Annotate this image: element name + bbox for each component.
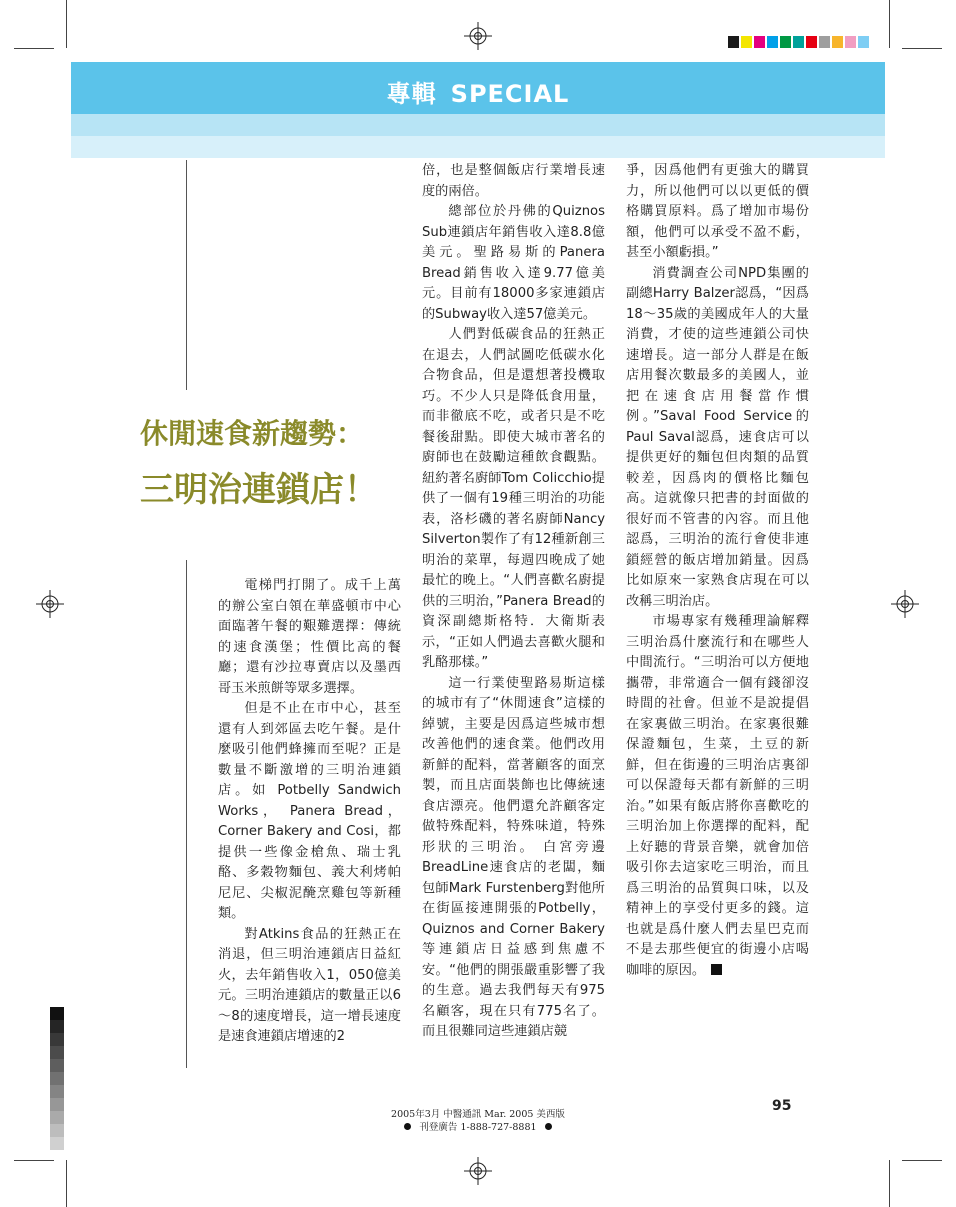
crop-mark — [66, 1160, 67, 1207]
gray-swatch — [50, 1085, 64, 1098]
page-number: 95 — [772, 1098, 792, 1114]
article-column-1 — [218, 576, 401, 1048]
color-swatch — [728, 36, 739, 48]
color-swatch — [819, 36, 830, 48]
footer-ad-text: 刊登廣告 1-888-727-8881 — [419, 1122, 537, 1133]
registration-mark-icon — [36, 590, 64, 618]
paragraph: 對Atkins食品的狂熱正在消退，但三明治連鎖店日益紅火，去年銷售收入1，050億美元。三明治連鎖店的數量正以6～8的速度增長，這一增長速度是速食連鎖店增速的2 — [218, 926, 401, 1044]
crop-mark — [66, 0, 67, 48]
headline-line-1: 休閒速食新趨勢： — [140, 417, 365, 450]
bullet-icon — [545, 1123, 552, 1130]
headline-line-2: 三明治連鎖店！ — [140, 470, 378, 510]
section-title-zh: 專輯 — [386, 80, 437, 108]
paragraph — [626, 612, 809, 981]
color-swatch — [767, 36, 778, 48]
crop-mark — [889, 0, 890, 48]
column-rule — [186, 160, 187, 390]
paragraph: 電梯門打開了。成千上萬的辦公室白領在華盛頓市中心面臨著午餐的艱難選擇：傳統的速食漢堡；性價比高的餐廳；還有沙拉專賣店以及墨西哥玉米煎餅等眾多選擇。 — [218, 578, 401, 696]
article-column-3 — [626, 161, 809, 981]
gray-swatch — [50, 1059, 64, 1072]
gray-swatch — [50, 1098, 64, 1111]
paragraph: 總部位於丹佛的Quiznos Sub連鎖店年銷售收入達8.8億美元。聖路易斯的Panera Bread銷售收入達9.77億美元。目前有18000多家連鎖店的Subway收入達57億美元。 — [422, 204, 605, 322]
registration-mark-icon — [891, 590, 919, 618]
color-swatch — [858, 36, 869, 48]
paragraph: 但是不止在市中心，甚至還有人到郊區去吃午餐。是什麼吸引他們蜂擁而至呢？正是數量不斷激增的三明治連鎖店。如 Potbelly Sandwich Works， Panera Bread， Corner Bakery and Cosi，都提供一些像金槍魚、瑞士乳酪、多穀物麵包、義大利烤帕尼尼、尖椒泥醃烹雞包等新種類。 — [218, 701, 401, 921]
section-title — [71, 74, 885, 109]
crop-mark — [14, 48, 54, 49]
crop-mark — [902, 1160, 942, 1161]
paragraph: 爭，因爲他們有更強大的購買力，所以他們可以以更低的價格購買原料。爲了增加市場份額，他們可以承受不盈不虧，甚至小額虧損。” — [626, 163, 809, 260]
gray-swatch — [50, 1072, 64, 1085]
color-swatch — [780, 36, 791, 48]
color-swatch — [845, 36, 856, 48]
section-title-en: SPECIAL — [450, 80, 570, 108]
gray-swatch — [50, 1137, 64, 1150]
color-swatch — [806, 36, 817, 48]
paragraph: 這一行業使聖路易斯這樣的城市有了“休閒速食”這樣的綽號，主要是因爲這些城市想改善他們的速食業。他們改用新鮮的配料，當著顧客的面烹製，而且店面裝飾也比傳統速食店漂亮。他們還允許顧客定做特殊配料，特殊味道，特殊形狀的三明治。 白宮旁邊BreadLine速食店的老闆，麵包師Mark Furstenberg對他所在街區接連開張的Potbelly， Quiznos and Corner Bakery等連鎖店日益感到焦慮不安。“他們的開張嚴重影響了我的生意。過去我們每天有975名顧客，現在只有775名了。而且很難同這些連鎖店競 — [422, 675, 605, 1039]
column-rule — [186, 560, 187, 1068]
color-bar — [728, 36, 871, 48]
gray-swatch — [50, 1033, 64, 1046]
article-column-2 — [422, 161, 605, 1043]
header-band-light — [71, 114, 885, 136]
header-band-lighter — [71, 136, 885, 158]
paragraph-text: 市場專家有幾種理論解釋三明治爲什麼流行和在哪些人中間流行。“三明治可以方便地攜帶，非常適合一個有錢卻沒時間的社會。但並不是說提倡在家裏做三明治。在家裏很難保證麵包，生菜，土豆的新鮮，但在街邊的三明治店裏卻可以保證每天都有新鮮的三明治。”如果有飯店將你喜歡吃的三明治加上你選擇的配料，配上好聽的背景音樂，就會加倍吸引你去這家吃三明治，而且爲三明治的品質與口味，以及精神上的享受付更多的錢。這也就是爲什麼人們去星巴克而不是去那些便宜的街邊小店喝咖啡的原因。 — [626, 614, 809, 978]
gray-swatch — [50, 1046, 64, 1059]
gray-scale-bar — [50, 1007, 64, 1150]
color-swatch — [754, 36, 765, 48]
crop-mark — [902, 48, 942, 49]
paragraph: 人們對低碳食品的狂熱正在退去，人們試圖吃低碳水化合物食品，但是還想著投機取巧。不少人只是降低食用量，而非徹底不吃，或者只是不吃餐後甜點。即使大城市著名的廚師也在鼓勵這種飲食觀點。紐約著名廚師Tom Colicchio提供了一個有19種三明治的功能表，洛杉磯的著名廚師Nancy Silverton製作了有12種新創三明治的菜單，每週四晚成了她最忙的晚上。“人們喜歡名廚提供的三明治，”Panera Bread的資深副總斯格特．大衛斯表示，“正如人們過去喜歡火腿和乳酪那樣。” — [422, 327, 605, 670]
registration-mark-icon — [464, 1157, 492, 1185]
paragraph: 消費調查公司NPD集團的副總Harry Balzer認爲，“因爲18～35歲的美國成年人的大量消費，才使的這些連鎖公司快速增長。這一部分人群是在飯店用餐次數最多的美國人，並把在速食店用餐當作慣例。”Saval Food Service的Paul Saval認爲，速食店可以提供更好的麵包但肉類的品質較差，因爲肉的價格比麵包高。這就像只把書的封面做的很好而不管書的內容。而且他認爲，三明治的流行會使非連鎖經營的飯店增加銷量。因爲比如原來一家熟食店現在可以改稱三明治店。 — [626, 265, 809, 609]
bullet-icon — [404, 1123, 411, 1130]
color-swatch — [832, 36, 843, 48]
crop-mark — [889, 1160, 890, 1207]
color-swatch — [793, 36, 804, 48]
gray-swatch — [50, 1111, 64, 1124]
end-mark-icon — [711, 964, 722, 975]
gray-swatch — [50, 1124, 64, 1137]
paragraph: 倍，也是整個飯店行業增長速度的兩倍。 — [422, 163, 605, 199]
footer-ad — [330, 1119, 626, 1133]
footer-issue: 2005年3月 中醫通訊 Mar. 2005 美西版 — [391, 1109, 565, 1120]
crop-mark — [14, 1160, 54, 1161]
gray-swatch — [50, 1020, 64, 1033]
gray-swatch — [50, 1007, 64, 1020]
color-swatch — [741, 36, 752, 48]
registration-mark-icon — [464, 22, 492, 50]
